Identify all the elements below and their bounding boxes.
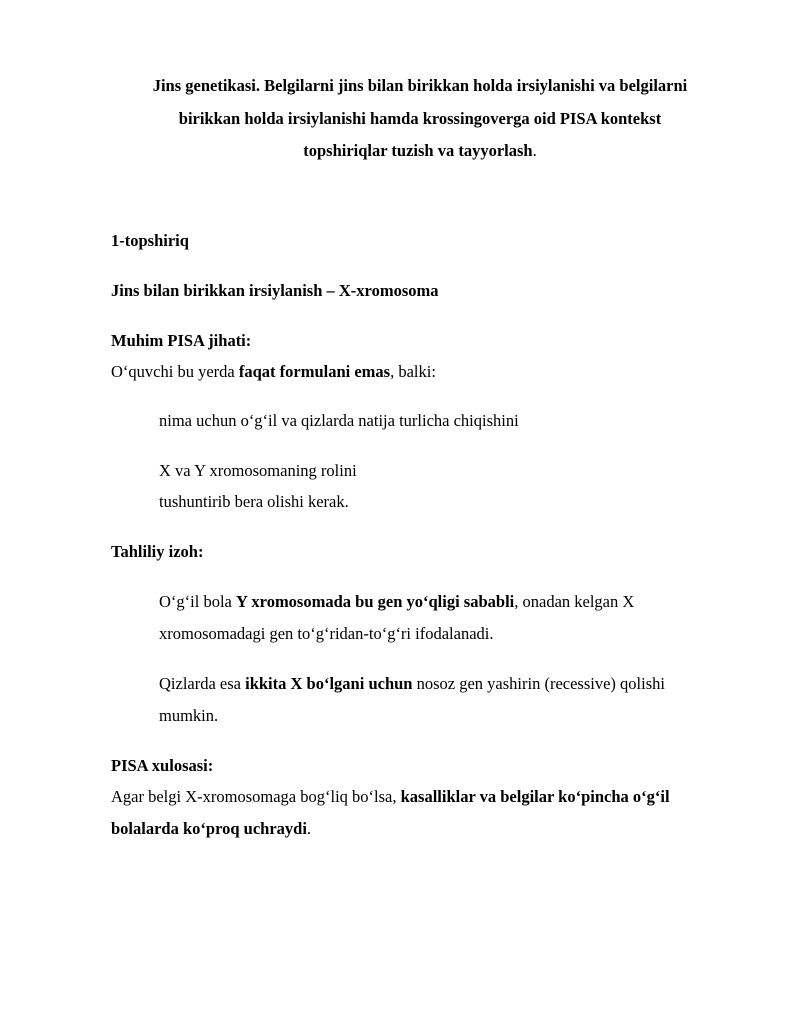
analysis-paragraph-1-line-2: xromosomadagi gen to‘g‘ridan-to‘g‘ri ifodalanadi.: [159, 624, 494, 643]
pisa-aspect-item-1: nima uchun o‘g‘il va qizlarda natija turlicha chiqishini: [159, 411, 519, 430]
intro-text: O‘quvchi bu yerda: [111, 362, 239, 381]
pisa-aspect-item-2-continuation: tushuntirib bera olishi kerak.: [159, 492, 349, 511]
conclusion-period: .: [306, 819, 312, 838]
analysis-paragraph-2-line-2: mumkin.: [159, 706, 219, 725]
analysis-p1-emphasis: Y xromosomada bu gen yo‘qligi sababli: [235, 592, 515, 611]
title-line-3-text: topshiriqlar tuzish va tayyorlash: [303, 141, 533, 160]
intro-emphasis: faqat formulani emas: [238, 362, 391, 381]
section-heading: Jins bilan birikkan irsiylanish – X-xromosoma: [111, 281, 439, 300]
analysis-heading: Tahliliy izoh:: [111, 542, 204, 561]
pisa-aspect-item-2: X va Y xromosomaning rolini: [159, 461, 357, 480]
analysis-p2-emphasis: ikkita X bo‘lgani uchun: [245, 674, 413, 693]
analysis-p2-text-end: nosoz gen yashirin (recessive) qolishi: [412, 674, 665, 693]
title-line-1: Jins genetikasi. Belgilarni jins bilan birikkan holda irsiylanishi va belgilarni: [152, 76, 688, 95]
analysis-p1-text: O‘g‘il bola: [159, 592, 236, 611]
conclusion-line-1: [111, 787, 670, 807]
document-title: [110, 70, 730, 168]
analysis-paragraph-1: [159, 592, 634, 612]
analysis-paragraph-2: [159, 674, 665, 694]
conclusion-text: Agar belgi X-xromosomaga bog‘liq bo‘lsa,: [111, 787, 401, 806]
analysis-p1-text-end: , onadan kelgan X: [514, 592, 635, 611]
conclusion-emphasis-2: bolalarda ko‘proq uchraydi: [111, 819, 307, 838]
analysis-p2-text: Qizlarda esa: [159, 674, 246, 693]
title-period: .: [532, 141, 537, 160]
intro-text-end: , balki:: [390, 362, 436, 381]
conclusion-heading: PISA xulosasi:: [111, 756, 214, 775]
title-line-2: birikkan holda irsiylanishi hamda krossingoverga oid PISA kontekst: [178, 108, 662, 128]
pisa-aspect-intro: [111, 362, 436, 382]
pisa-aspect-heading: Muhim PISA jihati:: [111, 331, 252, 350]
title-line-3: [110, 135, 730, 168]
conclusion-line-2: [111, 819, 311, 839]
task-heading: 1-topshiriq: [111, 231, 189, 250]
conclusion-emphasis-1: kasalliklar va belgilar ko‘pincha o‘g‘il: [400, 787, 670, 806]
